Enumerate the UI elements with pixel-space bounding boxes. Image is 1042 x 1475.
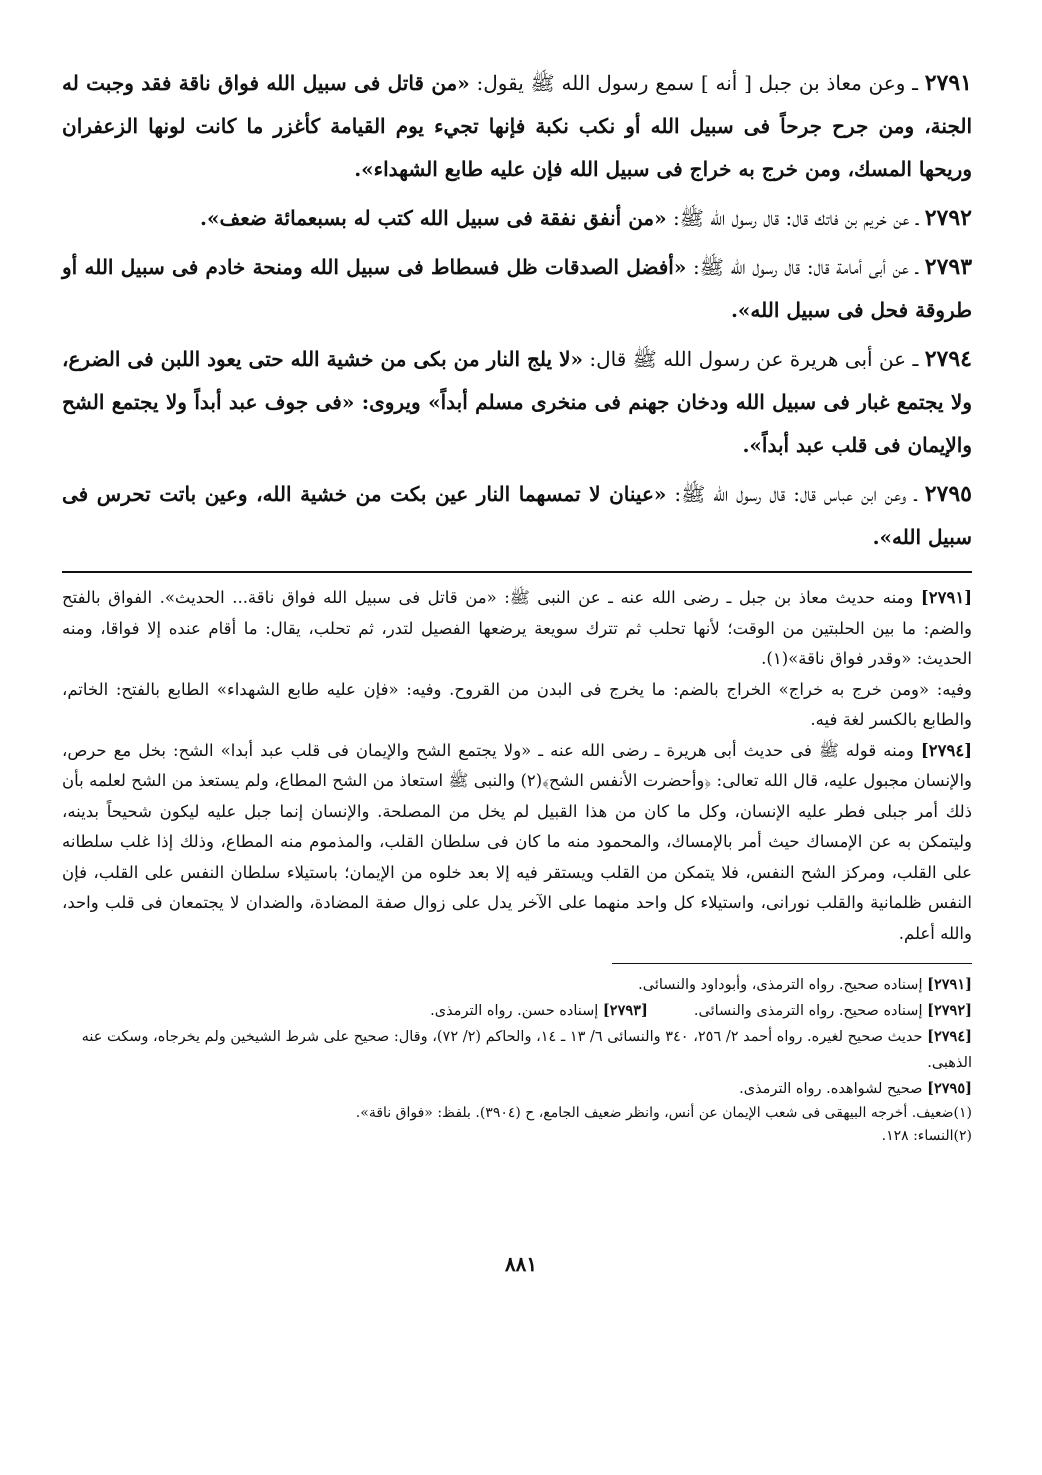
hadith-text: «من أنفق نفقة فى سبيل الله كتب له بسبعمائة ضعف». [200,206,667,230]
note-ref: [٢٧٩٢] [927,1002,972,1019]
hadith-section [62,62,972,559]
note-text: إسناده حسن. رواه الترمذى. [430,1003,603,1019]
footnotes [62,1102,972,1148]
hadith-chain: ـ عن خريم بن فاتك قال: قال رسول الله ﷺ: [666,206,919,230]
takhrij-note [62,1076,972,1102]
note-ref: [٢٧٩٥] [927,1080,972,1097]
note-text: صحيح لشواهده. رواه الترمذى. [739,1081,928,1097]
footnote-ref: (١) [953,1105,972,1121]
hadith-text: «عينان لا تمسهما النار عين بكت من خشية الله، وعين باتت تحرس فى سبيل الله». [62,482,972,549]
hadith-chain: ـ وعن ابن عباس قال: قال رسول الله ﷺ: [666,482,917,506]
commentary-text: ومنه حديث معاذ بن جبل ـ رضى الله عنه ـ عن النبى ﷺ: «من قاتل فى سبيل الله فواق ناقة... الحديث». الفواق بالفتح والضم: ما بين الحلبتين من الوقت؛ لأنها تحلب ثم تترك سويعة يرضعها الفصيل لتدر، ثم تحلب، يقال: ما أقام عنده إلا فواقا، ومنه الحديث: «وقدر فواق ناقة»(١). [62,588,972,668]
hadith-chain: ـ عن أبى هريرة عن رسول الله ﷺ قال: [583,347,919,371]
footnote [62,1102,972,1125]
hadith-2791 [62,62,972,191]
notes-divider [612,963,972,964]
hadith-number: ٢٧٩٢ [924,205,972,231]
hadith-2794 [62,338,972,467]
hadith-2793 [62,246,972,332]
commentary-paragraph [62,675,972,736]
hadith-chain: ـ عن أبى أمامة قال: قال رسول الله ﷺ: [686,255,919,279]
commentary-paragraph [62,583,972,675]
commentary-text: ومنه قوله ﷺ فى حديث أبى هريرة ـ رضى الله عنه ـ «ولا يجتمع الشح والإيمان فى قلب عبد أبدا» الشح: بخل مع حرص، والإنسان مجبول عليه، قال الله تعالى: ﴿وأحضرت الأنفس الشح﴾(٢) والنبى ﷺ استعاذ من الشح المطاع، ولم يستعذ من الشح لعلمه بأن ذلك أمر جبلى فطر عليه الإنسان، وكل ما كان من هذا القبيل لم يخل من المصلحة. والإنسان إنما جبل عليه ليكون شحيحاً بدينه، وليتمكن به عن الإمساك حيث أمر بالإمساك، والمحمود منه ما كان فى سلطان القلب، والمذموم منه المطاع، وذلك إذا غلب سلطانه على القلب، ومركز الشح النفس، فلا يتمكن من القلب ويستقر فيه إلا بعد خلوه من الإيمان؛ باستيلاء سلطان النفس على القلب، فإن النفس ظلمانية والقلب نورانى، واستيلاء كل واحد منهما على الآخر يدل على زوال صفة المضادة، والضدان لا يجتمعان فى قلب واحد، والله أعلم. [62,740,972,943]
hadith-text: «من قاتل فى سبيل الله فواق ناقة فقد وجبت له الجنة، ومن جرح جرحاً فى سبيل الله أو نكب نكبة فإنها تجيء يوم القيامة كأغزر ما كانت لونها الزعفران وريحها المسك، ومن خرج به خراج فى سبيل الله فإن عليه طابع الشهداء». [62,71,972,181]
hadith-text: «لا يلج النار من بكى من خشية الله حتى يعود اللبن فى الضرع، ولا يجتمع غبار فى سبيل الله ودخان جهنم فى منخرى مسلم أبداً» ويروى: «فى جوف عبد أبداً ولا يجتمع الشح والإيمان فى قلب عبد أبداً». [62,347,972,457]
footnote-text: النساء: ١٢٨. [881,1128,954,1144]
commentary-ref: [٢٧٩٤] [920,740,972,760]
footnote-ref: (٢) [953,1128,972,1144]
hadith-text: «أفضل الصدقات ظل فسطاط فى سبيل الله ومنحة خادم فى سبيل الله أو طروقة فحل فى سبيل الله». [62,255,972,322]
commentary-text: وفيه: «ومن خرج به خراج» الخراج بالضم: ما يخرج فى البدن من القروح. وفيه: «فإن عليه طابع الشهداء» الطابع بالفتح: الخاتم، والطابع بالكسر لغة فيه. [62,679,972,729]
note-text: إسناده صحيح. رواه الترمذى، وأبوداود والنسائى. [638,977,928,993]
hadith-number: ٢٧٩٣ [924,254,973,280]
takhrij-note [62,1024,972,1076]
note-ref: [٢٧٩١] [927,976,972,993]
note-text: حديث صحيح لغيره. رواه أحمد ٢/ ٢٥٦، ٣٤٠ والنسائى ٦/ ١٣ ـ ١٤، والحاكم (٢/ ٧٢)، وقال: صحيح على شرط الشيخين ولم يخرجاه، وسكت عنه الذهبى. [81,1029,972,1071]
footnote-text: ضعيف. أخرجه البيهقى فى شعب الإيمان عن أنس، وانظر ضعيف الجامع، ح (٣٩٠٤). بلفظ: «فواق ناقة». [355,1105,954,1121]
page-number: ٨٨١ [504,1252,538,1276]
footnote [62,1125,972,1148]
commentary-paragraph [62,736,972,950]
takhrij-notes [62,972,972,1102]
hadith-2795 [62,473,972,559]
hadith-chain: ـ وعن معاذ بن جبل [ أنه ] سمع رسول الله ﷺ يقول: [469,71,918,95]
commentary-ref: [٢٧٩١] [920,588,972,607]
section-divider [62,571,972,573]
takhrij-note [62,998,972,1024]
note-ref: [٢٧٩٤] [927,1028,972,1045]
commentary-section [62,583,972,949]
hadith-2792 [62,197,972,240]
hadith-number: ٢٧٩٤ [924,346,972,372]
hadith-number: ٢٧٩٥ [924,481,972,507]
takhrij-note [62,972,972,998]
note-text: إسناده صحيح. رواه الترمذى والنسائى. [693,1003,928,1019]
note-ref: [٢٧٩٣] [602,1002,648,1019]
hadith-number: ٢٧٩١ [924,70,972,96]
